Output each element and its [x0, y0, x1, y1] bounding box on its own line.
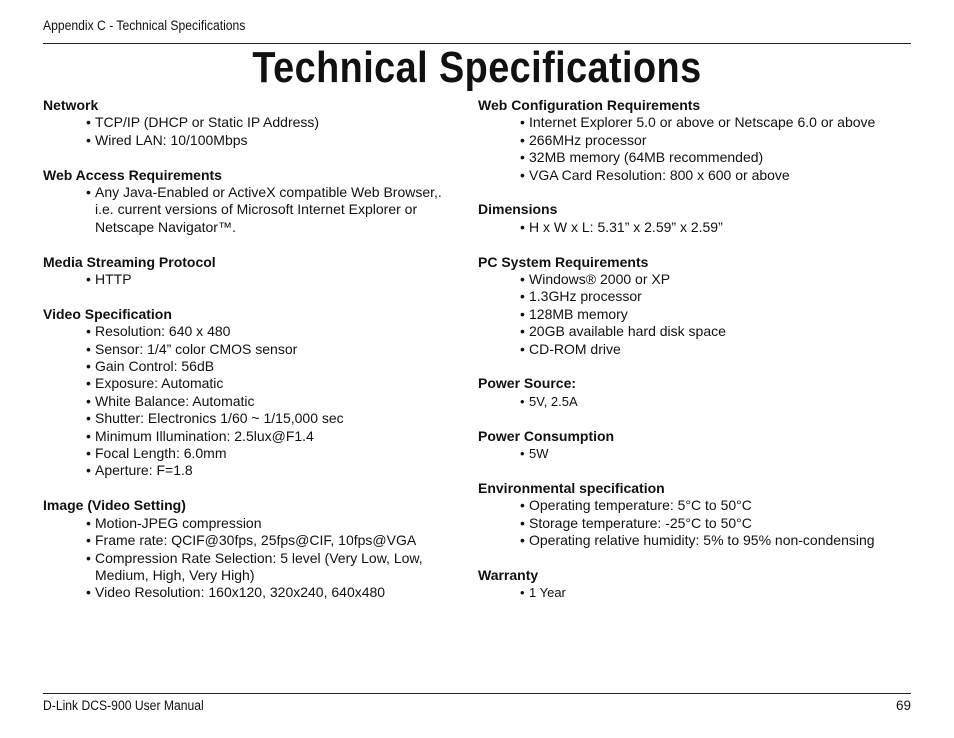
page-number: 69 [895, 698, 911, 713]
footer-rule [43, 693, 911, 694]
spec-item: • 266MHz processor [520, 132, 918, 149]
spec-item: • Operating relative humidity: 5% to 95% non-condensing [520, 532, 918, 549]
spec-item: • 1.3GHz processor [520, 288, 918, 305]
spec-section-network [43, 97, 463, 149]
spec-item: • CD-ROM drive [520, 341, 918, 358]
spec-item: • Wired LAN: 10/100Mbps [86, 132, 463, 149]
section-title: Power Consumption [478, 427, 615, 444]
spec-section-image-setting [43, 497, 463, 601]
spec-item: • 20GB available hard disk space [520, 323, 918, 340]
spec-item: • TCP/IP (DHCP or Static IP Address) [86, 114, 463, 131]
spec-item: • Resolution: 640 x 480 [86, 323, 463, 340]
section-title: Web Access Requirements [43, 166, 222, 183]
spec-item: • White Balance: Automatic [86, 393, 463, 410]
spec-item: • Frame rate: QCIF@30fps, 25fps@CIF, 10fps@VGA [86, 532, 463, 549]
spec-item: • Operating temperature: 5°C to 50°C [520, 497, 918, 514]
spec-item: • 128MB memory [520, 306, 918, 323]
section-title: Image (Video Setting) [43, 497, 186, 514]
spec-item: • Motion-JPEG compression [86, 515, 463, 532]
section-title: Media Streaming Protocol [43, 253, 216, 270]
spec-item: • Any Java-Enabled or ActiveX compatible Web Browser,. i.e. current versions of Microsoft Internet Explorer or Netscape Navigator™. [86, 184, 463, 236]
spec-item: • Aperture: F=1.8 [86, 462, 463, 479]
spec-section-power-source [478, 375, 918, 410]
section-title: Warranty [478, 566, 539, 583]
spec-section-web-access [43, 167, 463, 237]
right-spec-column [478, 97, 918, 619]
section-title: PC System Requirements [478, 253, 649, 270]
spec-item: • Exposure: Automatic [86, 375, 463, 392]
spec-item: • 5V, 2.5A [520, 393, 918, 410]
spec-item: • 1 Year [520, 584, 918, 601]
spec-item: • Gain Control: 56dB [86, 358, 463, 375]
page-title: Technical Specifications [252, 43, 702, 92]
footer-manual-title: D-Link DCS-900 User Manual [43, 698, 204, 713]
spec-item: • H x W x L: 5.31” x 2.59” x 2.59” [520, 219, 918, 236]
section-title: Video Specification [43, 305, 172, 322]
spec-section-environmental [478, 480, 918, 550]
spec-item: • Minimum Illumination: 2.5lux@F1.4 [86, 428, 463, 445]
spec-item: • Shutter: Electronics 1/60 ~ 1/15,000 sec [86, 410, 463, 427]
spec-section-video [43, 306, 463, 480]
section-title: Power Source: [478, 375, 577, 392]
section-title: Dimensions [478, 201, 558, 218]
spec-section-warranty [478, 567, 918, 602]
spec-item: • 5W [520, 445, 918, 462]
spec-item: • Internet Explorer 5.0 or above or Netscape 6.0 or above [520, 114, 918, 131]
spec-section-pc-requirements [478, 254, 918, 358]
spec-section-web-config [478, 97, 918, 184]
spec-section-power-consumption [478, 428, 918, 463]
left-spec-column [43, 97, 463, 619]
spec-item: • Storage temperature: -25°C to 50°C [520, 515, 918, 532]
spec-item: • Sensor: 1/4” color CMOS sensor [86, 341, 463, 358]
spec-item: • Compression Rate Selection: 5 level (Very Low, Low, Medium, High, Very High) [86, 550, 463, 585]
section-title: Network [43, 97, 99, 113]
section-title: Web Configuration Requirements [478, 97, 701, 113]
section-title: Environmental specification [478, 479, 665, 496]
running-header: Appendix C - Technical Specifications [43, 18, 246, 33]
spec-item: • HTTP [86, 271, 463, 288]
spec-item: • VGA Card Resolution: 800 x 600 or above [520, 167, 918, 184]
spec-item: • 32MB memory (64MB recommended) [520, 149, 918, 166]
spec-item: • Windows® 2000 or XP [520, 271, 918, 288]
spec-item: • Video Resolution: 160x120, 320x240, 640x480 [86, 584, 463, 601]
spec-item: • Focal Length: 6.0mm [86, 445, 463, 462]
spec-section-media-streaming [43, 254, 463, 289]
spec-section-dimensions [478, 201, 918, 236]
